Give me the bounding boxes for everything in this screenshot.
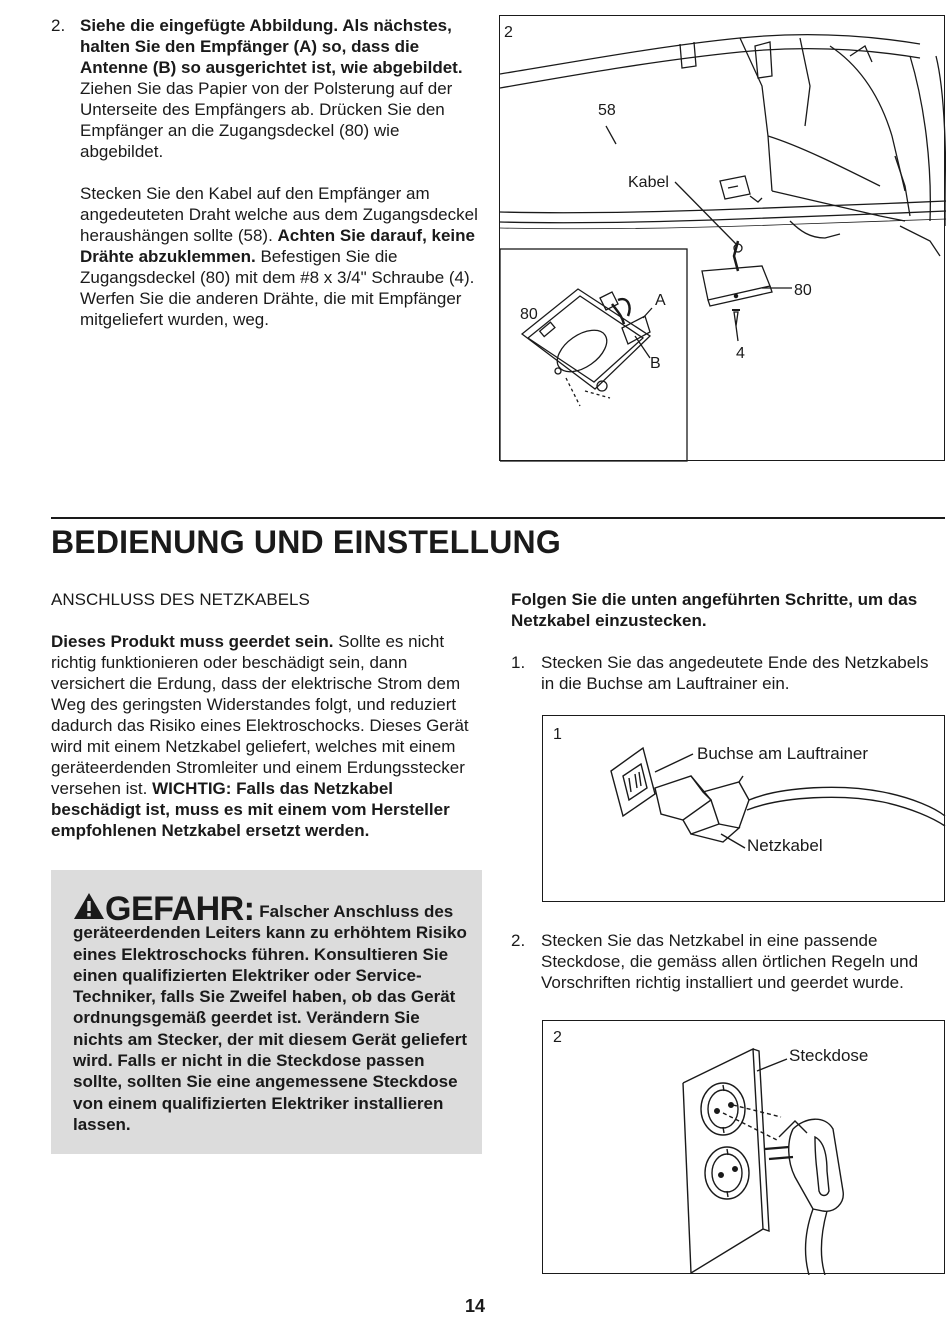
label-wall-outlet: Steckdose	[789, 1046, 869, 1065]
outlet-illustration	[543, 1021, 946, 1275]
label-screw-4: 4	[736, 345, 745, 362]
step2-number: 2.	[511, 931, 526, 950]
step2-text: Stecken Sie das Netzkabel in eine passende Steckdose, die gemäss allen örtlichen Regeln und Vorschriften richtig installiert und geerdet wurde.	[541, 931, 919, 992]
label-receiver-a: A	[655, 292, 666, 309]
step2-text-1: Ziehen Sie das Papier von der Polsterung auf der Unterseite des Empfängers ab. Drücken Sie den Empfänger an die Zugangsdeckel (80) wie abgebildet.	[80, 79, 453, 161]
warning-triangle-icon	[73, 892, 105, 920]
receiver-illustration	[500, 16, 946, 462]
grounding-paragraph	[51, 631, 476, 841]
wall-outlet-figure	[542, 1020, 945, 1274]
danger-body: des geräteerdenden Leiters kann zu erhöhtem Risiko eines Elektroschocks führen. Konsultieren Sie einen qualifizierten Elektriker oder Service-Techniker, falls Sie Zweifel haben, ob das Gerät ordnungsgemäß geerdet ist. Verändern Sie nichts am Stecker, der mit diesem Gerät geliefert wird. Falls er nicht in die Steckdose passen sollte, sollten Sie eine angemessene Steckdose von einem qualifizierten Elektriker installieren lassen.	[73, 902, 467, 1134]
label-kabel: Kabel	[628, 174, 669, 191]
power-socket-figure	[542, 715, 945, 902]
label-socket-treadmill: Buchse am Lauftrainer	[697, 744, 869, 763]
danger-heading: GEFAHR:	[105, 890, 255, 928]
figure1-number: 1	[553, 726, 562, 743]
step1-text: Stecken Sie das angedeutete Ende des Netzkabels in die Buchse am Lauftrainer ein.	[541, 653, 929, 693]
label-antenna-b: B	[650, 355, 661, 372]
step2-bold-intro: Siehe die eingefügte Abbildung. Als nächstes, halten Sie den Empfänger (A) so, dass die Antenne (B) so ausgerichtet ist, wie abgebildet.	[80, 16, 463, 77]
step-number: 2.	[51, 16, 66, 35]
section-title: BEDIENUNG UND EINSTELLUNG	[51, 524, 561, 560]
subheading-power-cord: ANSCHLUSS DES NETZKABELS	[51, 590, 310, 609]
label-part-58: 58	[598, 102, 616, 119]
label-power-cord: Netzkabel	[747, 836, 823, 855]
section-divider	[51, 517, 945, 519]
step2-text-2: Stecken Sie den Kabel auf den Empfänger am angedeuteten Draht welche aus dem Zugangsdeckel heraushängen sollte (58).	[80, 184, 478, 245]
receiver-installation-figure	[499, 15, 945, 461]
step2-text-3: Befestigen Sie die Zugangsdeckel (80) mit dem #8 x 3/4" Schraube (4). Werfen Sie die anderen Drähte, die mit Empfänger mitgeliefert wurden, weg.	[80, 247, 475, 329]
grounding-warning: WICHTIG: Falls das Netzkabel beschädigt ist, muss es mit einem vom Hersteller empfohlenen Netzkabel ersetzt werden.	[51, 779, 450, 840]
plug-in-intro: Folgen Sie die unten angeführten Schritte, um das Netzkabel einzustecken.	[511, 590, 918, 630]
page-number: 14	[464, 1296, 486, 1316]
label-part-80-left: 80	[520, 306, 538, 323]
step1-number: 1.	[511, 653, 526, 672]
step2-instructions	[80, 15, 480, 330]
grounding-bold-intro: Dieses Produkt muss geerdet sein.	[51, 632, 334, 651]
grounding-body: Sollte es nicht richtig funktionieren oder beschädigt sein, dann versichert die Erdung, dass der elektrische Strom dem Weg des geringsten Widerstandes folgt, und reduziert dadurch das Risiko eines Elektroschocks. Dieses Gerät wird mit einem Netzkabel geliefert, welches mit einem geräteerdenden Stromleiter und einem Erdungsstecker versehen ist.	[51, 632, 469, 798]
label-part-80-right: 80	[794, 282, 812, 299]
figure2-number: 2	[553, 1029, 562, 1046]
danger-text	[73, 892, 468, 1135]
danger-lead: Falscher Anschluss	[259, 902, 420, 921]
step2-bold-warning: Achten Sie darauf, keine Drähte abzuklemmen.	[80, 226, 475, 266]
figure-number: 2	[504, 24, 513, 41]
danger-warning-box	[51, 870, 482, 1154]
